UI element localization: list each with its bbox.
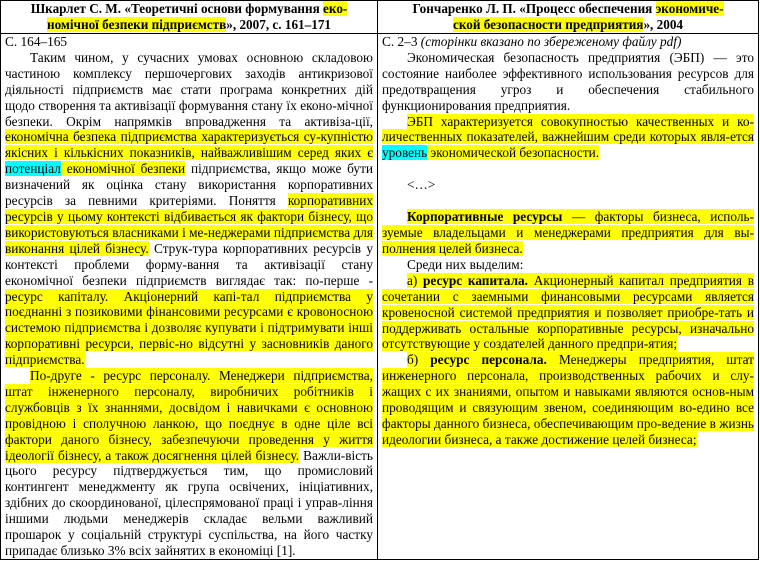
right-paragraph-4: Среди них выделим:	[407, 256, 524, 272]
left-paragraph-1	[5, 50, 373, 368]
left-heading-highlight: еко- номічної безпеки підприємств	[46, 1, 348, 32]
right-page-note: (сторінки вказано по збереженому файлу pdf)	[417, 34, 682, 49]
right-p3-text: — факторы бизнеса, исполь-зуемые владельцами и менеджерами предприятия для вы-полнения целей бизнеса.	[382, 209, 755, 256]
content-row	[1, 34, 759, 560]
lp1-run: Струк-тура корпоративних ресурсів у контексті проблеми форму-вання та активізації стану економічної безпеки підприємств виглядає так: по-перше -	[5, 240, 374, 288]
lp1-run: потенціал	[5, 161, 61, 177]
right-heading-post: », 2004	[643, 17, 684, 32]
left-heading-post: », 2007, с. 161–171	[226, 17, 332, 32]
spacer	[382, 193, 754, 209]
right-heading-pre: Гончаренко Л. П. «Процесс обеспечения	[412, 1, 656, 16]
lp2-run: Важли-вість цього ресурсу підтверджується тим, що промисловий контингент менеджменту як група освічених, ініціативних, здібних до скоординованої, цілеспрямованої праці і управ-ління іншими людьми менеджерів складає вельми важливий прошарок у соціальній структурі суспільства, на його частку припадає близько 3% всіх зайнятих в економіці [1].	[5, 447, 373, 558]
lp1-run: підприємства, якщо може бути визначений як оцінка стану використання корпоративних ресурсів за певними критеріями. Поняття	[5, 161, 373, 209]
right-p5-text: Акционерный капитал предприятия в сочетании с заемными финансовыми ресурсами является кровеносной системой предприятия и позволяет приобре-тать и поддерживать остальные корпоративные ресурсы, изначально отсутствующие у создателей данного предпри-ятия;	[382, 272, 754, 352]
right-p3-bold: Корпоративные ресурсы	[407, 209, 563, 225]
right-source-heading	[378, 1, 759, 34]
right-paragraph-2	[382, 114, 754, 162]
right-page-number: С. 2–3	[382, 34, 418, 49]
lp1-run: корпоративних ресурсів у цьому контексті відбивається як фактори бізнесу, що використовуються власниками і ме-неджерами підприємства для виконання цілей бізнесу.	[5, 193, 373, 256]
right-paragraph-6	[382, 352, 754, 447]
header-row	[1, 1, 759, 34]
right-p6-prefix: б)	[407, 352, 431, 368]
spacer	[382, 161, 754, 177]
left-page-ref: С. 164–165	[5, 34, 68, 49]
left-column	[1, 34, 378, 560]
lp1-run: ресурс капіталу. Акціонерний капі-тал підприємства у поєднанні з позиковими фінансовими ресурсами є кровоносною системою підприємства і дозволяє купувати і підтримувати інші корпоративні ресурси, первіс-но відсутні у засновників даного підприємства.	[5, 288, 373, 368]
left-paragraph-2	[5, 368, 373, 559]
right-paragraph-3	[382, 209, 754, 257]
rp2-run: уровень	[382, 145, 428, 161]
right-page-ref	[382, 34, 754, 50]
right-paragraph-1: Экономическая безопасность предприятия (ЭБП) — это состояние наиболее эффективного использования ресурсов для предотвращения угроз и обеспечения стабильного функционирования предприятия.	[382, 49, 754, 113]
right-p5-prefix: а)	[407, 272, 424, 288]
left-heading-pre: Шкарлет С. М. «Теоретичні основи формування	[30, 1, 324, 16]
lp2-run: По-друге - ресурс персоналу. Менеджери підприємства, штат інженерного персоналу, виробничих робітників і службовців з їх знаннями, досвідом і навичками є основною провідною і сполучною ланкою, що поєднує в одне ціле всі фактори даного бізнесу, забезпечуючи проведення у життя ідеології бізнесу, а також досягнення цілей бізнесу.	[5, 368, 373, 463]
right-heading-highlight: экономиче- ской безопасности предприятия	[452, 1, 724, 32]
right-column	[378, 34, 759, 560]
right-p6-text: Менеджеры предприятия, штат инженерного персонала, производственных рабочих и слу-жащих с их знаниями, опытом и навыками являются основ-ным проводящим и связующим звеном, соединяющим во-едино все факторы данного бизнеса, обеспечивающим про-ведение в жизнь идеологии бизнеса, а также достижение целей бизнеса;	[382, 352, 754, 447]
ellipsis-marker: <…>	[407, 177, 436, 193]
lp1-run: Таким чином, у сучасних умовах основною складовою частиною комплексу першочергових заходів антикризової діяльності підприємств має стати програма конкретних дій щодо створення та активізації формування стану їх еконо-мічної безпеки. Окрім напрямків впровадження та активіза-ції,	[5, 49, 373, 129]
lp1-run: економічної безпеки	[60, 161, 186, 177]
right-p5-bold: ресурс капитала.	[423, 272, 529, 288]
right-paragraph-5	[382, 273, 754, 353]
right-p6-bold: ресурс персонала.	[430, 352, 547, 368]
rp2-run: ЭБП характеризуется совокупностью качественных и ко-личественных показателей, важнейшим среди которых явля-ется	[382, 113, 754, 145]
lp1-run: економічна безпека підприємства характеризується су-купністю якісних і кількісних показників, найважливішим серед яких є	[5, 129, 373, 161]
left-source-heading	[1, 1, 378, 34]
rp2-run: экономической безопасности.	[427, 145, 600, 161]
